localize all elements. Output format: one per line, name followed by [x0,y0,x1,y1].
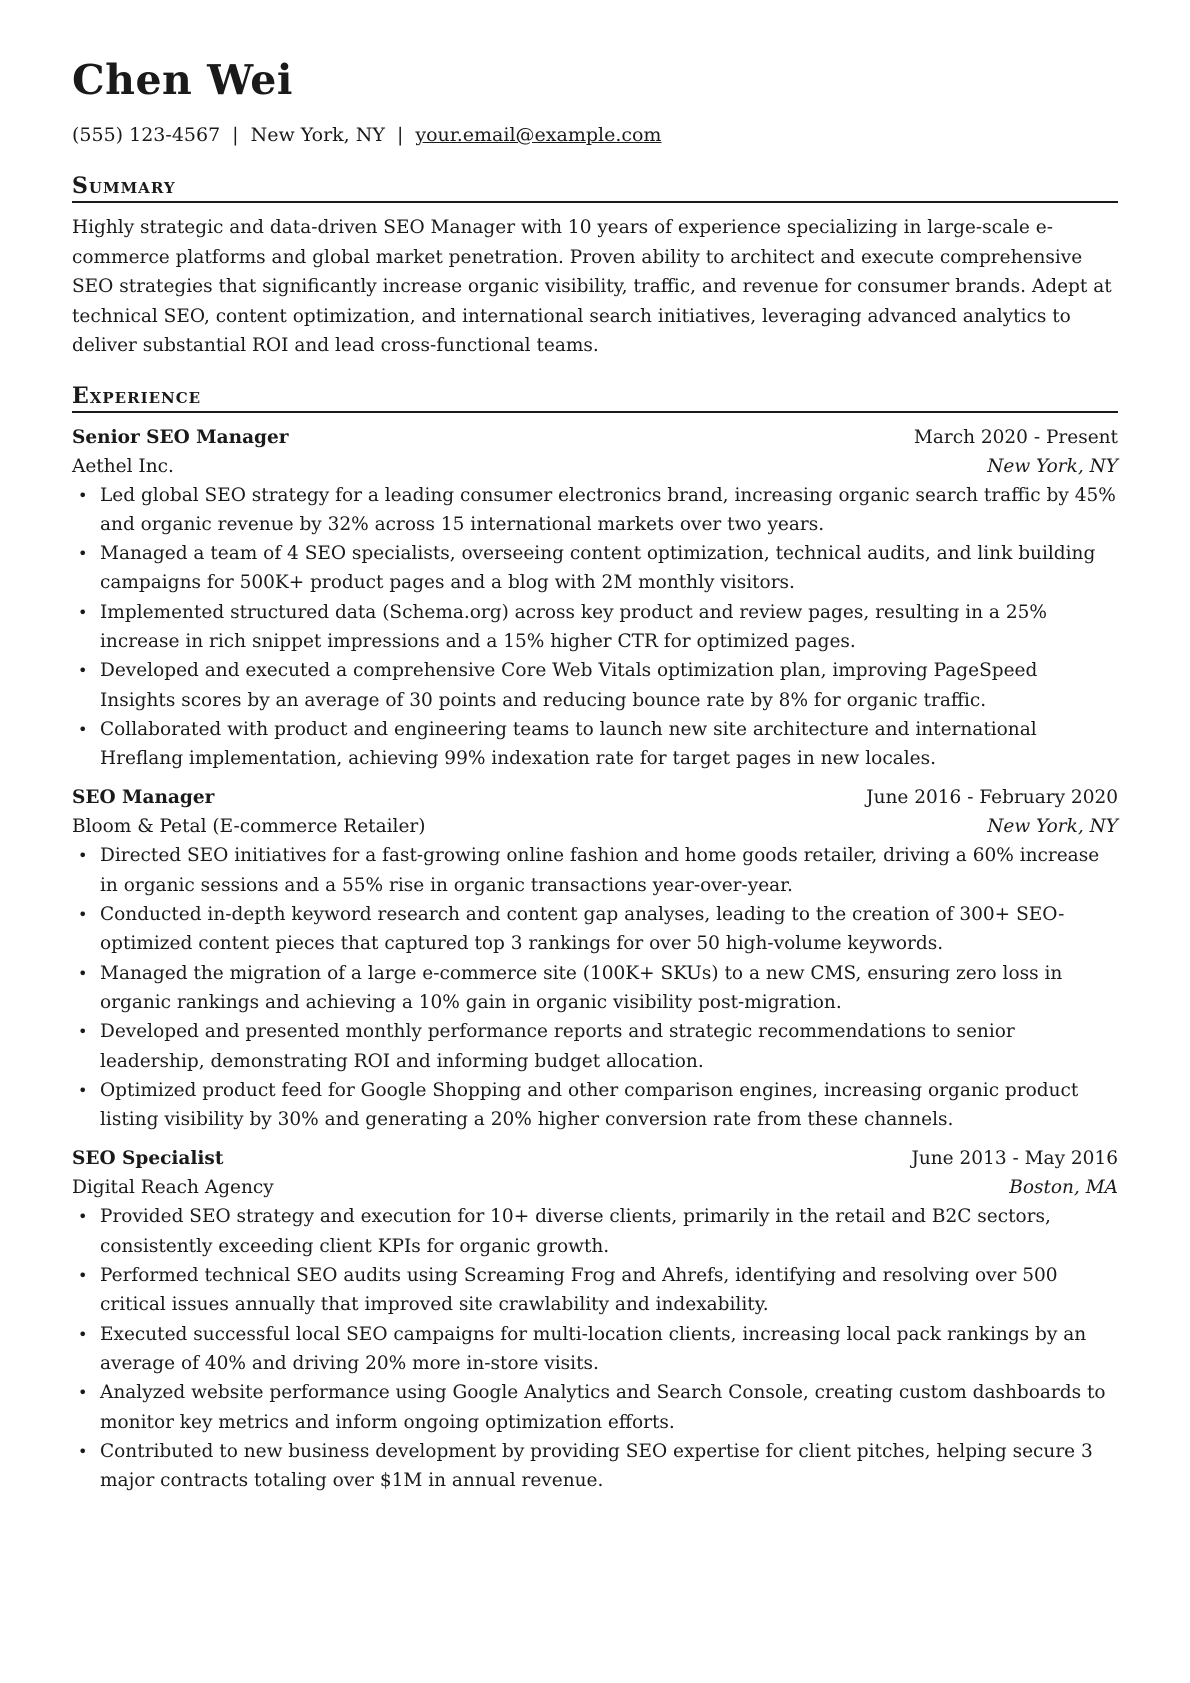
bullet-item: • Performed technical SEO audits using Screaming Frog and Ahrefs, identifying and resolving over 500 critical issues annually that improved site crawlability and indexability. [72,1261,1118,1320]
bullet-item: • Optimized product feed for Google Shopping and other comparison engines, increasing organic product listing visibility by 30% and generating a 20% higher conversion rate from these channels. [72,1076,1118,1135]
job-subheader [72,452,1118,481]
phone-number: (555) 123-4567 [72,124,221,146]
bullet-item: • Executed successful local SEO campaigns for multi-location clients, increasing local pack rankings by an average of 40% and driving 20% more in-store visits. [72,1320,1118,1379]
contact-location: New York, NY [250,124,385,146]
job-bullets [72,1202,1118,1495]
job-header [72,783,1118,812]
job-location: New York, NY [987,455,1118,477]
contact-line [72,123,1118,147]
bullet-item: • Provided SEO strategy and execution for 10+ diverse clients, primarily in the retail and B2C sectors, consistently exceeding client KPIs for organic growth. [72,1202,1118,1261]
job-dates: March 2020 - Present [913,426,1118,448]
bullet-item: • Contributed to new business development by providing SEO expertise for client pitches, helping secure 3 major contracts totaling over $1M in annual revenue. [72,1437,1118,1496]
bullet-item: • Managed a team of 4 SEO specialists, overseeing content optimization, technical audits, and link building campaigns for 500K+ product pages and a blog with 2M monthly visitors. [72,539,1118,598]
job-location: New York, NY [987,816,1118,838]
section-title-experience: Experience [72,383,1118,413]
job-company: Bloom & Petal (E-commerce Retailer) [72,816,426,838]
contact-separator: | [232,124,239,146]
bullet-item: • Collaborated with product and engineering teams to launch new site architecture and international Hreflang implementation, achieving 99% indexation rate for target pages in new locales. [72,715,1118,774]
job-title: SEO Specialist [72,1148,224,1170]
bullet-item: • Led global SEO strategy for a leading consumer electronics brand, increasing organic search traffic by 45% and organic revenue by 32% across 15 international markets over two years. [72,481,1118,540]
bullet-item: • Developed and presented monthly performance reports and strategic recommendations to senior leadership, demonstrating ROI and informing budget allocation. [72,1017,1118,1076]
job-dates: June 2013 - May 2016 [911,1148,1118,1170]
email-link[interactable]: your.email@example.com [415,124,662,146]
bullet-item: • Developed and executed a comprehensive Core Web Vitals optimization plan, improving PageSpeed Insights scores by an average of 30 points and reducing bounce rate by 8% for organic traffic. [72,656,1118,715]
job-subheader [72,1173,1118,1202]
summary-text: Highly strategic and data-driven SEO Manager with 10 years of experience specializing in large-scale e-commerce platforms and global market penetration. Proven ability to architect and execute comprehensive SEO strategies that significantly increase organic visibility, traffic, and revenue for consumer brands. Adept at technical SEO, content optimization, and international search initiatives, leveraging advanced analytics to deliver substantial ROI and lead cross-functional teams. [72,217,1112,356]
job-header [72,423,1118,452]
bullet-item: • Directed SEO initiatives for a fast-growing online fashion and home goods retailer, driving a 60% increase in organic sessions and a 55% rise in organic transactions year-over-year. [72,841,1118,900]
job-title: Senior SEO Manager [72,426,289,448]
bullet-item: • Conducted in-depth keyword research and content gap analyses, leading to the creation of 300+ SEO-optimized content pieces that captured top 3 rankings for over 50 high-volume keywords. [72,900,1118,959]
job-subheader [72,812,1118,841]
candidate-name: Chen Wei [72,56,293,104]
contact-separator: | [396,124,404,146]
job-location: Boston, MA [1009,1177,1118,1199]
job-title: SEO Manager [72,787,215,809]
summary-section [72,173,1118,361]
job-company: Aethel Inc. [72,455,174,477]
bullet-item: • Managed the migration of a large e-commerce site (100K+ SKUs) to a new CMS, ensuring zero loss in organic rankings and achieving a 10% gain in organic visibility post-migration. [72,959,1118,1018]
job-entry [72,423,1118,774]
job-header [72,1144,1118,1173]
job-bullets [72,481,1118,774]
job-company: Digital Reach Agency [72,1177,274,1199]
job-bullets [72,841,1118,1134]
bullet-item: • Implemented structured data (Schema.org) across key product and review pages, resulting in a 25% increase in rich snippet impressions and a 15% higher CTR for optimized pages. [72,598,1118,657]
experience-section [72,383,1118,1496]
job-entry [72,783,1118,1134]
section-title-summary: Summary [72,173,1118,203]
job-entry [72,1144,1118,1495]
job-dates: June 2016 - February 2020 [866,787,1118,809]
bullet-item: • Analyzed website performance using Google Analytics and Search Console, creating custom dashboards to monitor key metrics and inform ongoing optimization efforts. [72,1378,1118,1437]
